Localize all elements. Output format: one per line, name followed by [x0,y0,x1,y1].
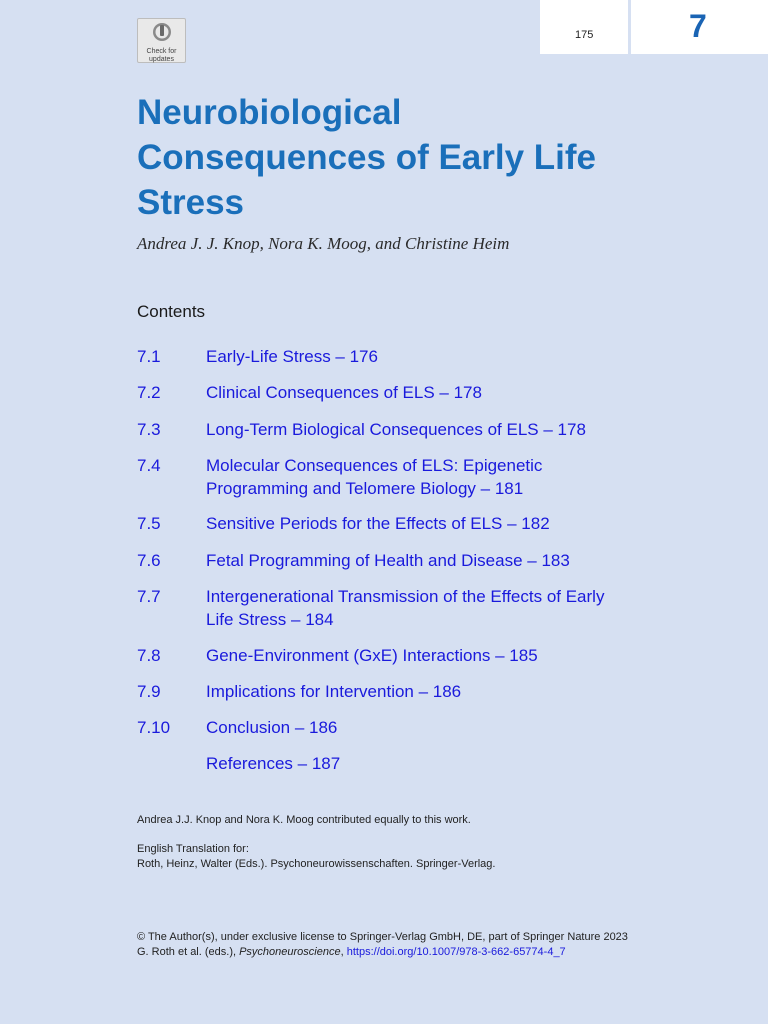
toc-entry[interactable] [137,345,676,368]
chapter-title [137,90,697,225]
toc-title: References – 187 [206,754,341,773]
toc-number: 7.8 [137,646,161,665]
toc-number: 7.1 [137,347,161,366]
toc-entry[interactable] [137,585,676,631]
toc-entry[interactable] [137,549,676,572]
page-number-tab [540,0,628,54]
doi-link[interactable]: https://doi.org/10.1007/978-3-662-65774-4_7 [346,946,566,958]
toc-title: Gene-Environment (GxE) Interactions – 185 [206,646,538,665]
translation-label: English Translation for: [137,843,249,855]
toc-number: 7.3 [137,420,161,439]
toc-number: 7.9 [137,682,161,701]
chapter-number: 7 [689,8,707,44]
toc-title: Fetal Programming of Health and Disease – 183 [206,551,570,570]
toc-entry[interactable] [137,716,676,739]
check-for-updates-badge[interactable] [137,18,186,63]
citation-line: G. Roth et al. (eds.), Psychoneuroscience, https://doi.org/10.1007/978-3-662-65774-4_7 [137,946,566,958]
toc-entry[interactable] [137,418,676,441]
toc-title: Conclusion – 186 [206,718,338,737]
toc-number: 7.4 [137,456,161,475]
toc-number [137,752,206,775]
badge-line-1: Check for [146,48,177,55]
title-line: Consequences of Early Life [137,138,597,177]
contents-heading: Contents [137,302,206,321]
toc-number: 7.6 [137,551,161,570]
toc-entry[interactable] [137,644,676,667]
toc-number: 7.5 [137,514,161,533]
crossmark-icon [152,22,172,42]
toc-title: Sensitive Periods for the Effects of ELS – 182 [206,514,550,533]
toc-title: Intergenerational Transmission of the Effects of Early Life Stress – 184 [206,587,605,629]
toc-number: 7.10 [137,718,171,737]
toc-entry-references[interactable] [137,752,676,775]
toc-entry[interactable] [137,512,676,535]
toc-entry[interactable] [137,381,676,404]
page-number: 175 [575,29,594,41]
toc-title: Molecular Consequences of ELS: Epigenetic Programming and Telomere Biology – 181 [206,456,543,498]
toc-entry[interactable] [137,454,676,500]
title-line: Stress [137,183,245,222]
copyright-line: © The Author(s), under exclusive license to Springer-Verlag GmbH, DE, part of Springer Nature 2023 [137,931,628,943]
toc-title: Long-Term Biological Consequences of ELS – 178 [206,420,586,439]
translation-source: Roth, Heinz, Walter (Eds.). Psychoneurowissenschaften. Springer-Verlag. [137,858,496,870]
toc-number: 7.7 [137,587,161,606]
contribution-note: Andrea J.J. Knop and Nora K. Moog contributed equally to this work. [137,814,471,826]
badge-line-2: updates [149,56,174,63]
authors: Andrea J. J. Knop, Nora K. Moog, and Christine Heim [137,234,510,253]
toc-title: Early-Life Stress – 176 [206,347,378,366]
toc-number: 7.2 [137,383,161,402]
book-title: Psychoneuroscience [239,946,341,958]
title-line: Neurobiological [137,93,402,132]
toc-title: Implications for Intervention – 186 [206,682,462,701]
toc-title: Clinical Consequences of ELS – 178 [206,383,482,402]
toc-entry[interactable] [137,680,676,703]
